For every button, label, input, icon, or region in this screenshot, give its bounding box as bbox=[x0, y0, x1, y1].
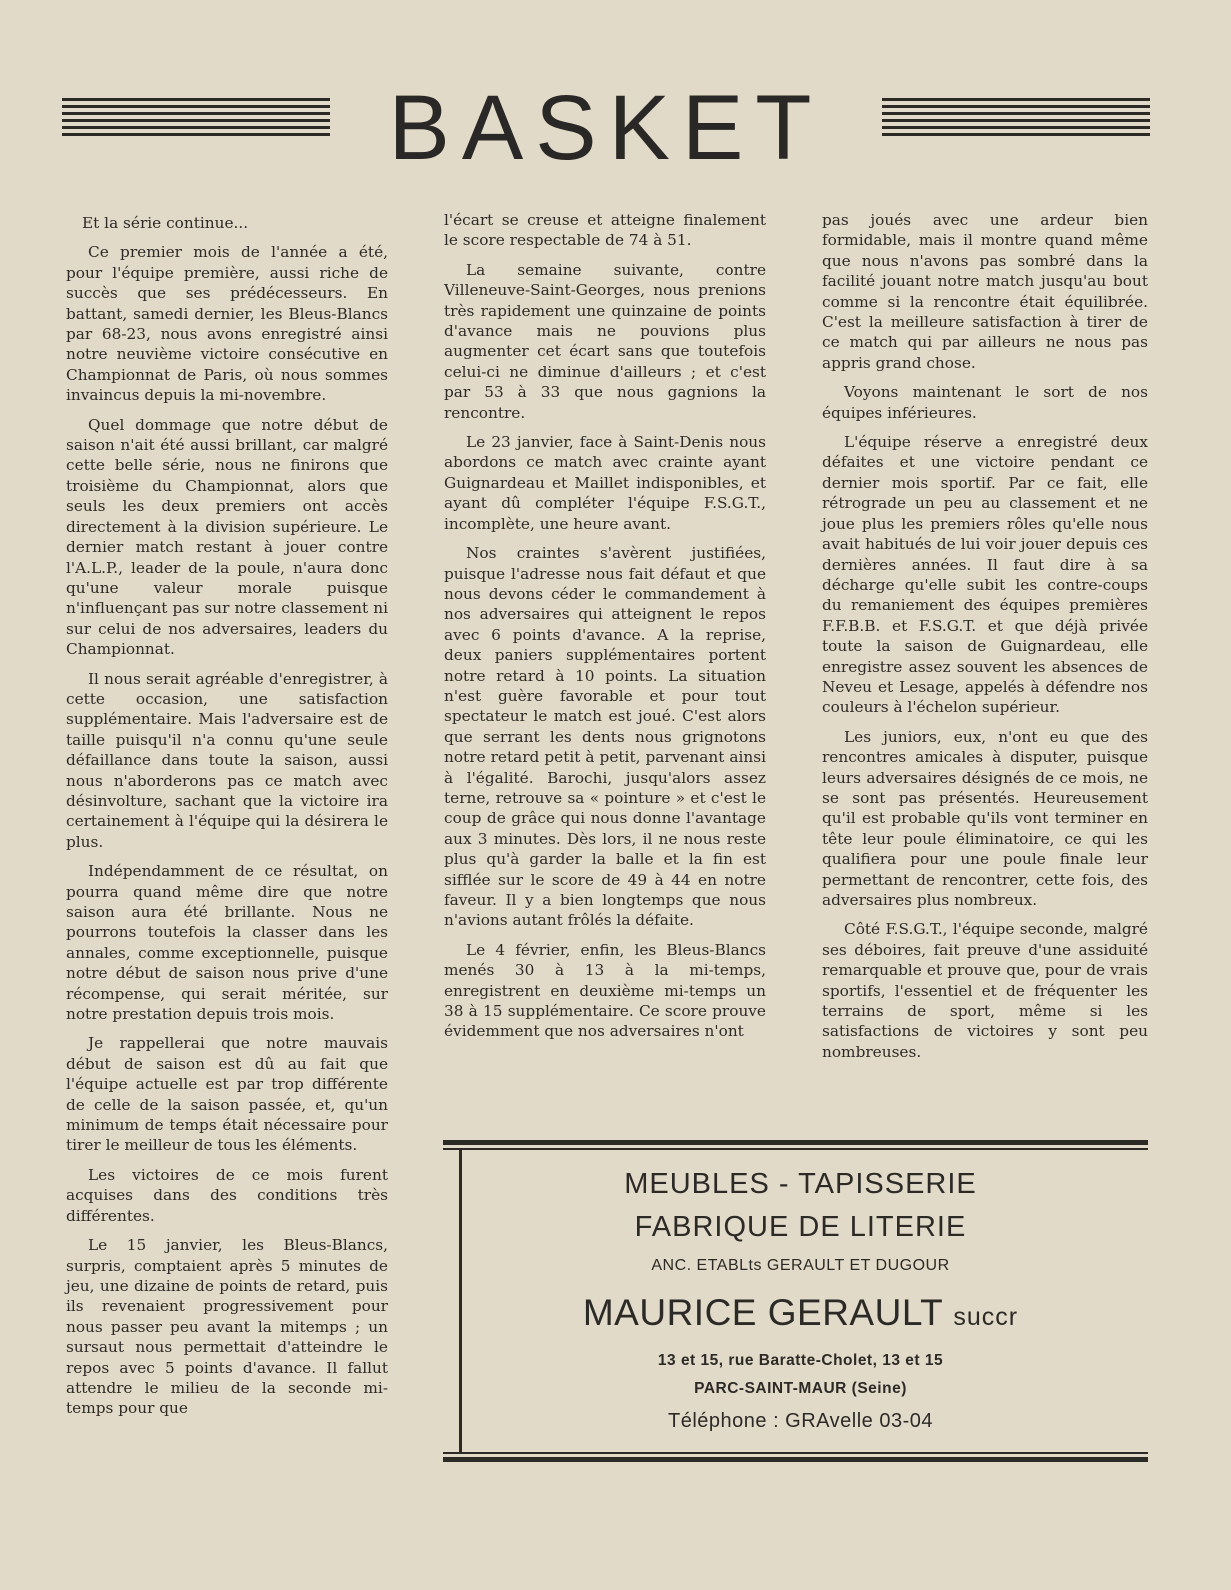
paragraph: l'écart se creuse et atteigne finalement le score respectable de 74 à 51. bbox=[444, 211, 766, 250]
right-rule-lines bbox=[882, 98, 1150, 140]
ad-bottom-border bbox=[443, 1452, 1148, 1462]
paragraph: Quel dommage que notre début de saison n'ait été aussi brillant, car malgré cette belle série, nous ne finirons que troisième du Championnat, alors que seuls les deux premiers ont accès directement à la division supérieure. Le dernier match restant à jouer contre l'A.L.P., leader de la poule, n'aura donc qu'une valeur morale puisque n'influençant pas sur notre classement ni sur celui de nos adversaires, leaders du Championnat. bbox=[66, 415, 388, 659]
paragraph: Indépendamment de ce résultat, on pourra quand même dire que notre saison aura été brillante. Nous ne pourrons toutefois la classer dans les annales, comme exceptionnelle, puisque notre début de saison nous prive d'une récompense, qui serait méritée, sur notre prestation depuis trois mois. bbox=[66, 862, 388, 1024]
ad-content bbox=[463, 1154, 1138, 1448]
left-rule-lines bbox=[62, 98, 330, 140]
paragraph: Ce premier mois de l'année a été, pour l'équipe première, aussi riche de succès que ses prédécesseurs. En battant, samedi dernier, les Bleus-Blancs par 68-23, nous avons enregistré ainsi notre neuvième victoire consécutive en Championnat de Paris, où nous sommes invaincus depuis la mi-novembre. bbox=[66, 243, 388, 405]
paragraph: Côté F.S.G.T., l'équipe seconde, malgré ses déboires, fait preuve d'une assiduité remarquable et prouve que, pour de vrais sportifs, l'essentiel et de fréquenter les terrains de sport, même si les satisfactions de victoires y sont peu nombreuses. bbox=[822, 920, 1148, 1061]
paragraph: Je rappellerai que notre mauvais début de saison est dû au fait que l'équipe actuelle est par trop différente de celle de la saison passée, et, qu'un minimum de temps était nécessaire pour tirer le meilleur de tous les éléments. bbox=[66, 1034, 388, 1155]
paragraph: Le 15 janvier, les Bleus-Blancs, surpris, comptaient après 5 minutes de jeu, une dizaine de points de retard, puis ils revenaient progressivement pour nous passer peu avant la mitemps ; un sursaut nous permettait d'atteindre le repos avec 5 points d'avance. Il fallut attendre le milieu de la seconde mi-temps pour que bbox=[66, 1236, 388, 1418]
advertisement-box bbox=[443, 1140, 1148, 1462]
article-column-1 bbox=[66, 213, 388, 1428]
article-column-2 bbox=[444, 210, 766, 1051]
ad-owner-name: MAURICE GERAULT bbox=[582, 1292, 943, 1333]
page-title: BASKET bbox=[388, 77, 824, 179]
ad-top-border bbox=[443, 1140, 1148, 1150]
ad-phone: Téléphone : GRAvelle 03-04 bbox=[667, 1410, 933, 1432]
ad-successor-abbrev: succr bbox=[953, 1303, 1019, 1331]
ad-headline: MEUBLES - TAPISSERIE bbox=[624, 1168, 977, 1200]
paragraph: La semaine suivante, contre Villeneuve-Saint-Georges, nous prenions très rapidement une quinzaine de points d'avance mais ne pouvions plus augmenter cet écart sans que toutefois celui-ci ne diminue d'ailleurs ; et c'est par 53 à 33 que nous gagnions la rencontre. bbox=[444, 260, 766, 422]
paragraph: Nos craintes s'avèrent justifiées, puisque l'adresse nous fait défaut et que nous devons céder le commandement à nos adversaires qui atteignent le repos avec 6 points d'avance. A la reprise, deux paniers supplémentaires portent notre retard à 10 points. La situation n'est guère favorable et pour tout spectateur le match est joué. C'est alors que serrant les dents nous grignotons notre retard petit à petit, parvenant ainsi à l'égalité. Barochi, jusqu'alors assez terne, retrouve sa « pointure » et c'est le coup de grâce qui nous donne l'avantage aux 3 minutes. Dès lors, il ne nous reste plus qu'à garder la balle et la fin est sifflée sur le score de 49 à 44 en notre faveur. Il y a bien longtemps que nous n'avions autant frôlés la défaite. bbox=[444, 544, 766, 930]
paragraph: Et la série continue... bbox=[82, 214, 249, 232]
paragraph: Voyons maintenant le sort de nos équipes inférieures. bbox=[822, 383, 1148, 422]
ad-business-name bbox=[463, 1292, 1138, 1334]
paragraph: Le 23 janvier, face à Saint-Denis nous abordons ce match avec crainte ayant Guignardeau et Maillet indisponibles, et ayant dû compléter l'équipe F.S.G.T., incomplète, une heure avant. bbox=[444, 433, 766, 533]
paragraph: L'équipe réserve a enregistré deux défaites et une victoire pendant ce dernier mois sportif. Par ce fait, elle rétrograde un peu au classement et ne joue plus les premiers rôles qu'elle nous avait habitués de lui voir jouer depuis ces dernières années. Il faut dire à sa décharge qu'elle subit les contre-coups du remaniement des équipes premières F.F.B.B. et F.S.G.T. et que déjà privée toute la saison de Guignardeau, elle enregistre assez souvent les absences de Neveu et Lesage, appelés à défendre nos couleurs à l'échelon supérieur. bbox=[822, 433, 1148, 717]
paragraph: pas joués avec une ardeur bien formidable, mais il montre quand même que nous n'avons pas sombré dans la facilité jouant notre match jusqu'au bout comme si la rencontre était équilibrée. C'est la meilleure satisfaction à tirer de ce match qui par ailleurs ne nous pas appris grand chose. bbox=[822, 211, 1148, 372]
paragraph: Les juniors, eux, n'ont eu que des rencontres amicales à disputer, puisque leurs adversaires désignés de ce mois, ne se sont pas présentés. Heureusement qu'il est probable qu'ils vont terminer en tête leur poule éliminatoire, ce qui les qualifiera pour une poule finale leur permettant de rencontrer, cette fois, des adversaires plus nombreux. bbox=[822, 727, 1148, 909]
paragraph: Les victoires de ce mois furent acquises dans des conditions très différentes. bbox=[66, 1165, 388, 1225]
article-column-3 bbox=[822, 210, 1148, 1071]
ad-city: PARC-SAINT-MAUR (Seine) bbox=[694, 1380, 907, 1397]
ad-former-establishment: ANC. ETABLts GERAULT ET DUGOUR bbox=[651, 1257, 950, 1274]
paragraph: Le 4 février, enfin, les Bleus-Blancs menés 30 à 13 à la mi-temps, enregistrent en deuxième mi-temps un 38 à 15 supplémentaire. Ce score prouve évidemment que nos adversaires n'ont bbox=[444, 940, 766, 1041]
header bbox=[62, 78, 1150, 178]
paragraph: Il nous serait agréable d'enregistrer, à cette occasion, une satisfaction supplémentaire. Mais l'adversaire est de taille puisqu'il n'a connu qu'une seule défaillance dans toute la saison, aussi nous n'aborderons pas ce match avec désinvolture, sachant que la victoire ira certainement à l'équipe qui la désirera le plus. bbox=[66, 669, 388, 851]
ad-subheadline: FABRIQUE DE LITERIE bbox=[634, 1211, 967, 1243]
ad-left-border bbox=[459, 1150, 462, 1452]
ad-address: 13 et 15, rue Baratte-Cholet, 13 et 15 bbox=[657, 1352, 944, 1369]
